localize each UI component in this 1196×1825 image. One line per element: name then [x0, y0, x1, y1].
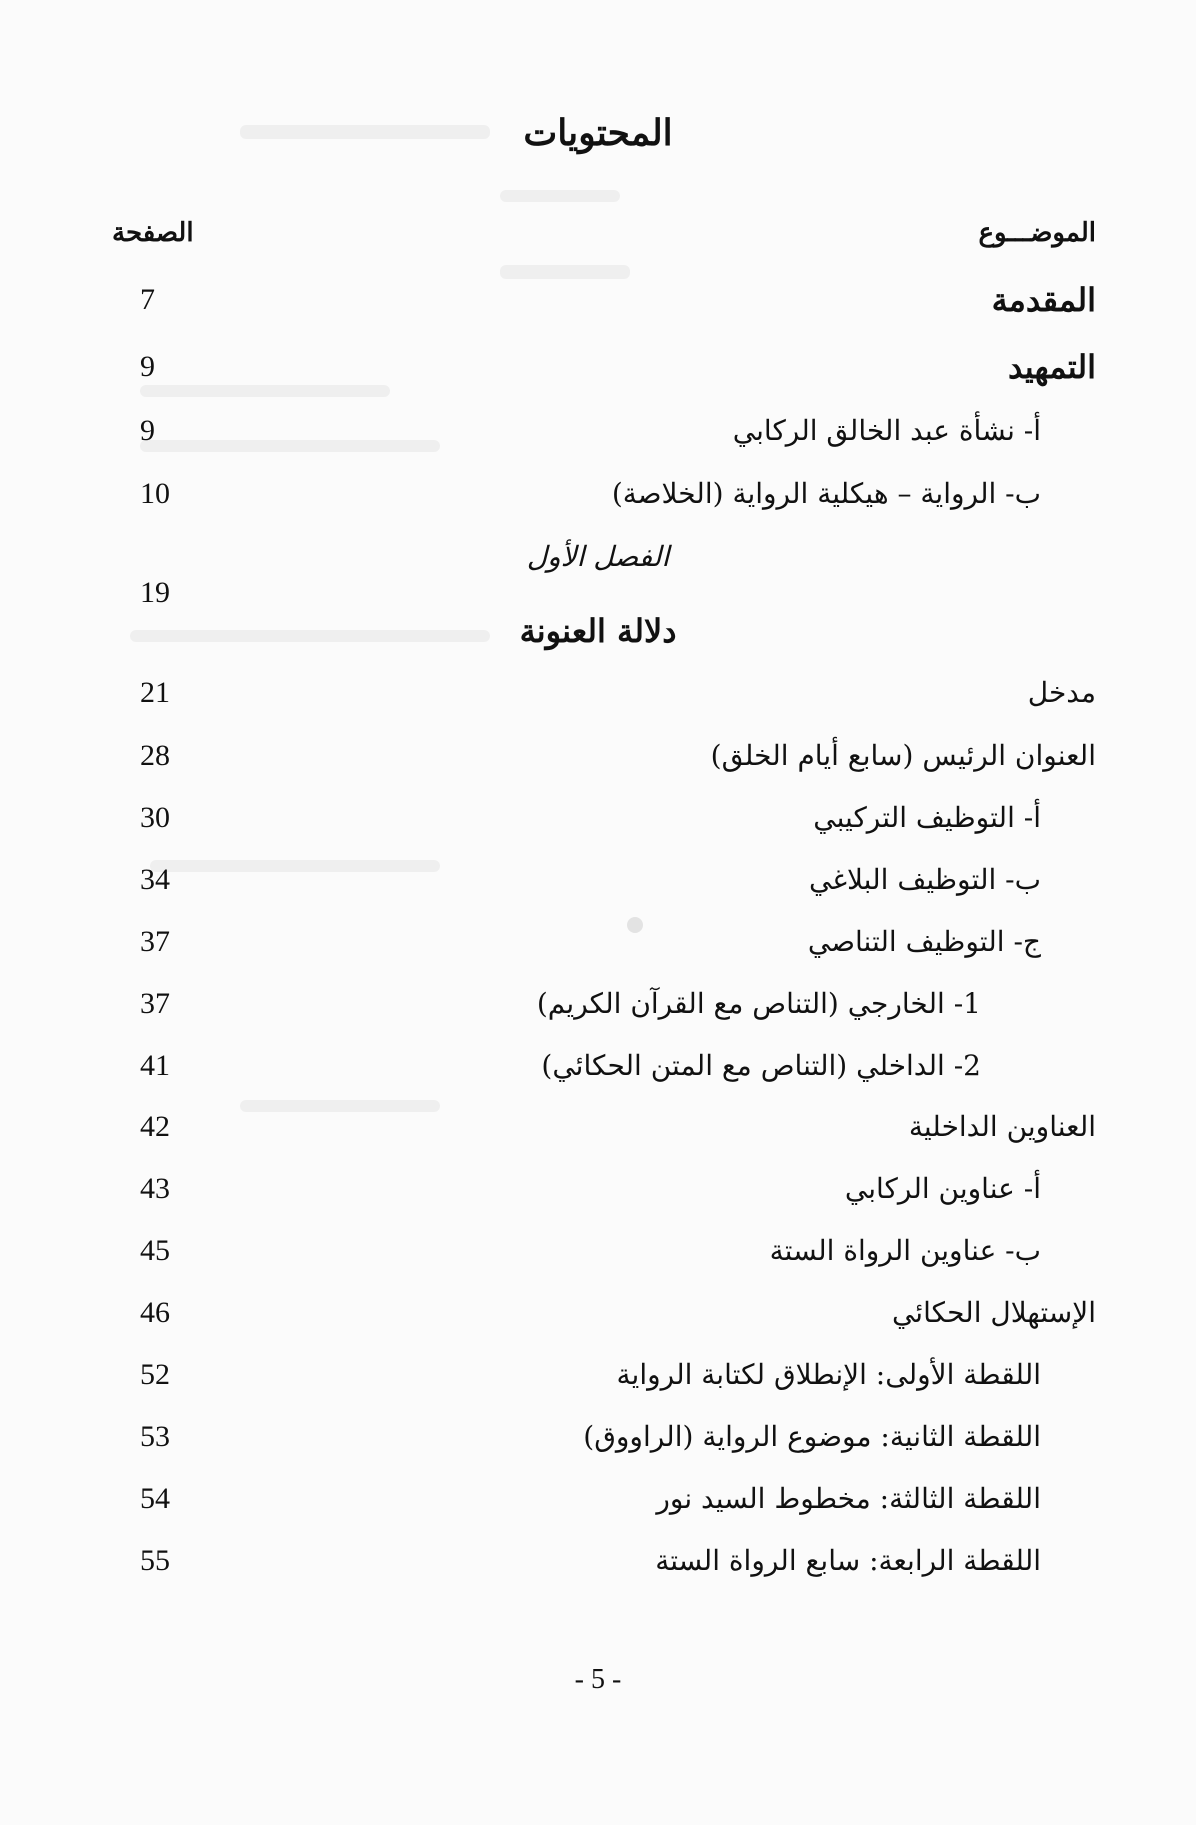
toc-entry-text: اللقطة الرابعة: سابع الرواة الستة	[655, 1544, 1041, 1577]
toc-entry-page: 54	[140, 1482, 170, 1515]
toc-entry	[0, 469, 1196, 519]
chapter-label: الفصل الأول	[526, 540, 670, 573]
toc-entry-page: 34	[140, 863, 170, 896]
toc-entry-page: 9	[140, 414, 155, 447]
toc-entry	[0, 855, 1196, 905]
toc-entry-text: 1- الخارجي (التناص مع القرآن الكريم)	[536, 987, 981, 1020]
toc-entry-text: العنوان الرئيس (سابع أيام الخلق)	[710, 739, 1096, 772]
toc-entry	[0, 1288, 1196, 1338]
toc-entry-page: 37	[140, 987, 170, 1020]
toc-entry-page: 28	[140, 739, 170, 772]
toc-entry-text: 2- الداخلي (التناص مع المتن الحكائي)	[541, 1049, 981, 1082]
toc-entry	[0, 668, 1196, 718]
toc-entry-text: التمهيد	[1008, 348, 1096, 386]
toc-entry	[0, 917, 1196, 967]
page-title: المحتويات	[523, 112, 673, 154]
toc-entry-page: 45	[140, 1234, 170, 1267]
toc-entry	[0, 793, 1196, 843]
toc-entry-text: مدخل	[1027, 676, 1096, 709]
toc-entry-page: 52	[140, 1358, 170, 1391]
toc-entry	[0, 1474, 1196, 1524]
toc-entry-text: المقدمة	[991, 281, 1096, 319]
chapter-title: دلالة العنونة	[519, 612, 677, 650]
toc-entry	[0, 1536, 1196, 1586]
toc-entry-text: ج- التوظيف التناصي	[807, 925, 1041, 958]
toc-entry	[0, 342, 1196, 392]
toc-entry-text: ب- الرواية – هيكلية الرواية (الخلاصة)	[611, 477, 1041, 510]
toc-entry-page: 21	[140, 676, 170, 709]
toc-entry-page: 42	[140, 1110, 170, 1143]
toc-entry-text: العناوين الداخلية	[908, 1110, 1096, 1143]
topic-column-header: الموضـــوع	[978, 218, 1096, 248]
toc-entry-page: 10	[140, 477, 170, 510]
toc-entry	[0, 275, 1196, 325]
toc-entry	[0, 979, 1196, 1029]
toc-entry-text: الإستهلال الحكائي	[891, 1296, 1096, 1329]
toc-entry-text: ب- عناوين الرواة الستة	[769, 1234, 1041, 1267]
toc-entry-page: 55	[140, 1544, 170, 1577]
toc-entry-page: 37	[140, 925, 170, 958]
toc-entry	[0, 1350, 1196, 1400]
toc-entry-page: 46	[140, 1296, 170, 1329]
toc-entry-text: اللقطة الثالثة: مخطوط السيد نور	[656, 1482, 1041, 1515]
toc-entry	[0, 1164, 1196, 1214]
toc-entry-page: 19	[140, 576, 170, 609]
toc-entry	[0, 1041, 1196, 1091]
page-number-footer: - 5 -	[574, 1664, 622, 1695]
toc-entry-text: ب- التوظيف البلاغي	[808, 863, 1041, 896]
toc-entry-text: أ- نشأة عبد الخالق الركابي	[732, 414, 1041, 447]
toc-entry-text: اللقطة الأولى: الإنطلاق لكتابة الرواية	[616, 1358, 1041, 1391]
toc-entry-page: 30	[140, 801, 170, 834]
toc-entry-text: أ- التوظيف التركيبي	[813, 801, 1041, 834]
toc-entry	[0, 1102, 1196, 1152]
toc-entry-page: 53	[140, 1420, 170, 1453]
toc-entry-text: أ- عناوين الركابي	[844, 1172, 1041, 1205]
toc-entry-text: اللقطة الثانية: موضوع الرواية (الراووق)	[583, 1420, 1041, 1453]
toc-entry	[0, 568, 1196, 618]
toc-entry	[0, 1226, 1196, 1276]
toc-entry-page: 9	[140, 350, 155, 383]
toc-entry	[0, 406, 1196, 456]
toc-entry-page: 43	[140, 1172, 170, 1205]
toc-entry-page: 41	[140, 1049, 170, 1082]
toc-entry-page: 7	[140, 283, 155, 316]
toc-entry	[0, 1412, 1196, 1462]
page-column-header: الصفحة	[112, 218, 194, 248]
toc-entry	[0, 731, 1196, 781]
